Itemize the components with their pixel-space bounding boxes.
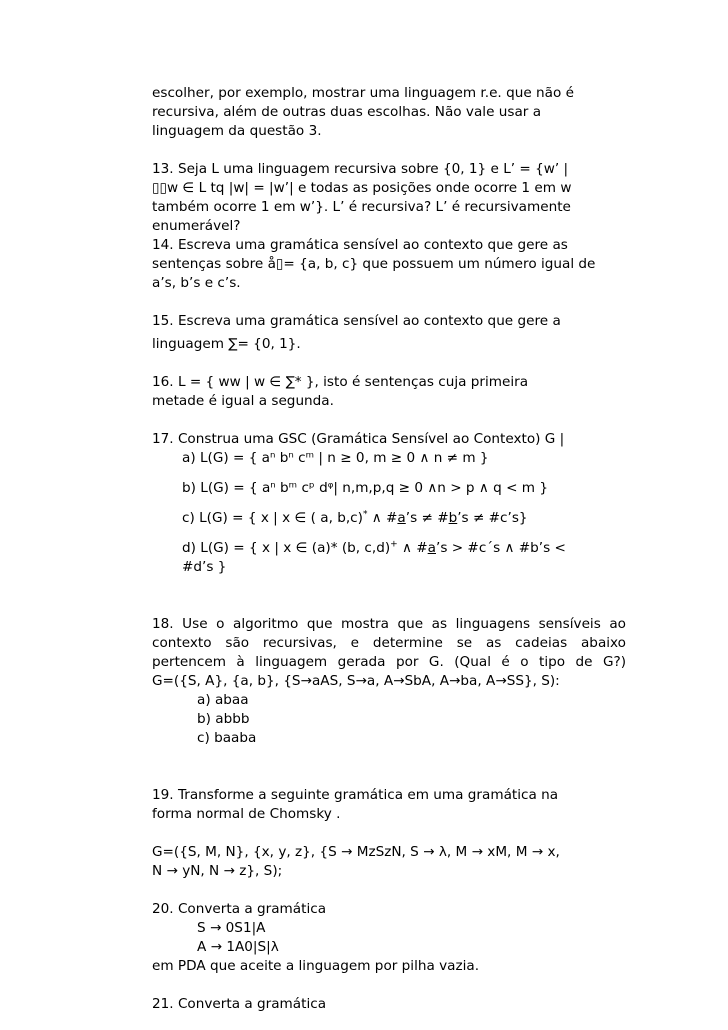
question-14-line: a’s, b’s e c’s. [152, 275, 241, 291]
question-14-line: sentenças sobre å▯= {a, b, c} que possuem um número igual de [152, 256, 596, 272]
question-18-line: G=({S, A}, {a, b}, {S→aAS, S→a, A→SbA, A→ba, A→SS}, S): [152, 673, 560, 689]
question-17a: a) L(G) = { aⁿ bⁿ cᵐ | n ≥ 0, m ≥ 0 ∧ n ≠ m } [182, 450, 489, 466]
question-18-line: pertencem à linguagem gerada por G. (Qual é o tipo de G?) [152, 654, 626, 670]
question-13-line: também ocorre 1 em w’}. L’ é recursiva? L’ é recursivamente [152, 199, 571, 215]
question-17c: c) L(G) = { x | x ∈ ( a, b,c)* ∧ #a’s ≠ #b’s ≠ #c’s} [182, 509, 528, 526]
question-13-line: enumerável? [152, 218, 241, 234]
question-17d: d) L(G) = { x | x ∈ (a)* (b, c,d)+ ∧ #a’s > #c´s ∧ #b’s < [182, 539, 566, 556]
question-16-line: 16. L = { ww | w ∈ ∑* }, isto é sentenças cuja primeira [152, 374, 529, 390]
question-18-item: c) baaba [197, 730, 257, 746]
question-18-line: contexto são recursivas, e determine se as cadeias abaixo [152, 635, 626, 651]
question-18-item: a) abaa [197, 692, 249, 708]
question-17-line: 17. Construa uma GSC (Gramática Sensível ao Contexto) G | [152, 431, 565, 447]
question-16-line: metade é igual a segunda. [152, 393, 334, 409]
question-19-line: G=({S, M, N}, {x, y, z}, {S → MzSzN, S → λ, M → xM, M → x, [152, 844, 560, 860]
question-13-line: 13. Seja L uma linguagem recursiva sobre {0, 1} e L’ = {w’ | [152, 161, 569, 177]
question-17-items [152, 449, 626, 577]
document-page [152, 84, 626, 1014]
question-18-line: 18. Use o algoritmo que mostra que as linguagens sensíveis ao [152, 616, 626, 632]
question-13-line: ▯▯w ∈ L tq |w| = |w’| e todas as posições onde ocorre 1 em w [152, 180, 572, 196]
question-17d-cont: #d’s } [182, 559, 227, 575]
question-15-line: linguagem ∑= {0, 1}. [152, 336, 301, 352]
question-19-line: N → yN, N → z}, S); [152, 863, 283, 879]
question-19-line: forma normal de Chomsky . [152, 806, 341, 822]
question-17b: b) L(G) = { aⁿ bᵐ cᵖ dᵠ| n,m,p,q ≥ 0 ∧n > p ∧ q < m } [182, 480, 549, 496]
question-20-line: em PDA que aceite a linguagem por pilha vazia. [152, 958, 480, 974]
question-15-line: 15. Escreva uma gramática sensível ao contexto que gere a [152, 313, 561, 329]
text-line: escolher, por exemplo, mostrar uma linguagem r.e. que não é [152, 85, 574, 101]
question-18-item: b) abbb [197, 711, 250, 727]
question-20-rule: S → 0S1|A [197, 920, 266, 936]
question-21-line: 21. Converta a gramática [152, 996, 327, 1012]
text-line: recursiva, além de outras duas escolhas. Não vale usar a [152, 104, 542, 120]
question-20-rule: A → 1A0|S|λ [197, 939, 279, 955]
question-20-line: 20. Converta a gramática [152, 901, 327, 917]
text-line: linguagem da questão 3. [152, 123, 322, 139]
question-14-line: 14. Escreva uma gramática sensível ao contexto que gere as [152, 237, 568, 253]
question-19-line: 19. Transforme a seguinte gramática em uma gramática na [152, 787, 559, 803]
